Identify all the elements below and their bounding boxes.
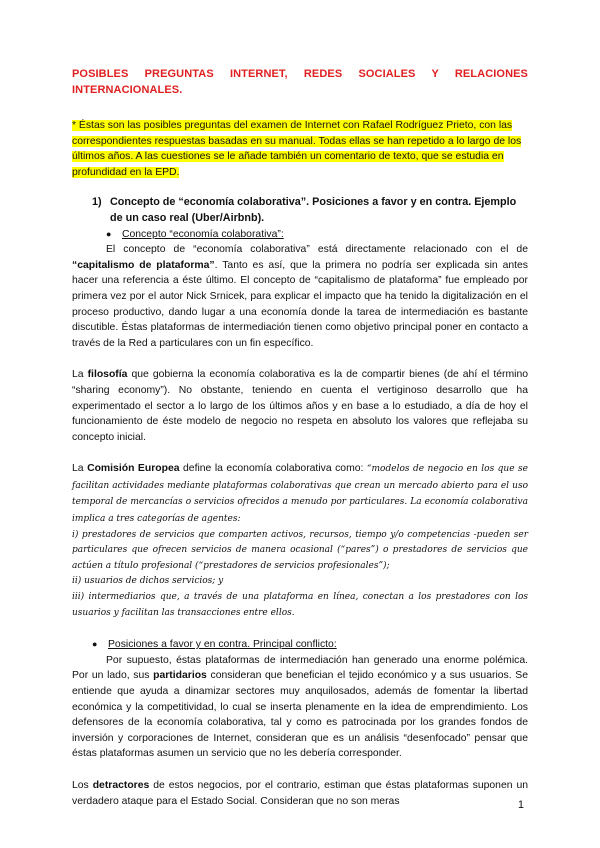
concept-p2-text-b: que gobierna la economía colaborativa es la de compartir bienes (de ahí el término “sharing economy”). No obstante, teniendo en cuenta el vertiginoso desarrollo que ha experimentado el sector a lo largo de los últimos años y en base a lo estudiado, a día de hoy el funcionamiento de éste modelo de negocio no respeta en absoluto los valores que reflejaba su concepto inicial.: [72, 369, 528, 443]
positions-heading-text: Posiciones a favor y en contra. Principal conflicto:: [108, 639, 337, 651]
concept-p1-text-b: . Tanto es así, que la primera no podría ser explicada sin antes hacer una referencia a éste último. El concepto de “capitalismo de plataforma” fue empleado por primera vez por el autor Nick Srnicek, para explicar el impacto que ha tenido la digitalización en el proceso productivo, dando lugar a una economía donde la tarea de intermediación es bastante discutible. Éstas plataformas de intermediación tienen como objetivo principal poner en contacto a través de la Red a particulares con un fin específico.: [72, 259, 528, 349]
document-page: [72, 66, 528, 809]
intro-note: [72, 118, 528, 180]
positions-paragraph-1: [72, 653, 528, 762]
positions-p1-bold: partidarios: [153, 670, 207, 682]
concept-p3-text-b: define la economía colaborativa como:: [179, 463, 367, 475]
concept-p3-item-iii: iii) intermediarios que, a través de una plataforma en línea, conectan a los prestadores con los usuarios y facilitan las transacciones entre ellos.: [72, 592, 528, 618]
concept-p3-item-ii: ii) usuarios de dichos servicios; y: [72, 576, 224, 587]
question-text: Concepto de “economía colaborativa”. Posiciones a favor y en contra. Ejemplo de un caso real (Uber/Airbnb).: [110, 196, 517, 224]
concept-paragraph-2: [72, 367, 528, 445]
bullet-icon: ●: [92, 639, 98, 650]
positions-p2-text-a: Los: [72, 779, 93, 791]
concept-p3-item-i: i) prestadores de servicios que comparten activos, recursos, tiempo y/o competencias -pueden ser particulares que ofrecen servicios de manera ocasional (“pares”) o prestadores de servicios que actúen a título profesional (“prestadores de servicios profesionales”);: [72, 529, 528, 571]
concept-heading-text: Concepto “economía colaborativa”:: [122, 228, 284, 240]
page-number: 1: [517, 799, 524, 811]
bullet-icon: ●: [106, 228, 112, 239]
concept-p2-text-a: La: [72, 369, 88, 381]
concept-section: [106, 227, 528, 243]
concept-p2-bold: filosofía: [87, 369, 128, 381]
positions-p1-text-b: consideran que benefician el tejido económico y a sus usuarios. Se entiende que ayuda a dinamizar sectores muy anquilosados, además de fomentar la libertad económica y la competitividad, lo cual se inserta plenamente en la idea de emprendimiento. Los defensores de la economía colaborativa, tal y como es patrocinada por los grandes fondos de inversión y corporaciones de Internet, consideran que es un análisis “desenfocado” pensar que éstas plataformas asumen un servicio que no les debería corresponder.: [72, 670, 528, 760]
question-heading: [92, 195, 528, 226]
concept-p1-text-a: El concepto de “economía colaborativa” está directamente relacionado con el de: [106, 244, 528, 256]
question-number: 1): [92, 196, 102, 209]
positions-heading: [92, 637, 528, 653]
concept-p3-text-a: La: [72, 463, 88, 475]
concept-p3-quote: “modelos de negocio en los que se facilitan actividades mediante plataformas colaborativas que crean un mercado abierto para el uso temporal de mercancías o servicios ofrecidos a menudo por particulares. La economía colaborativa implica a tres categorías de agentes:: [72, 464, 528, 525]
concept-paragraph-1: [72, 242, 528, 351]
positions-p1-text-a: Por supuesto, éstas plataformas de intermediación han generado una enorme polémica. Por un lado, sus: [72, 654, 528, 682]
positions-p2-text-b: de estos negocios, por el contrario, estiman que éstas plataformas suponen un verdadero ataque para el Estado Social. Consideran que no son meras: [72, 779, 529, 807]
positions-paragraph-2: [72, 778, 528, 809]
intro-note-text: * Éstas son las posibles preguntas del examen de Internet con Rafael Rodríguez Prieto, con las correspondientes respuestas basadas en su manual. Todas ellas se han repetido a lo largo de los últimos años. A las cuestiones se le añade también un comentario de texto, que se estudia en profundidad en la EPD.: [72, 120, 522, 178]
concept-p3-bold: Comisión Europea: [87, 463, 180, 475]
concept-p1-bold: “capitalismo de plataforma”: [72, 259, 215, 271]
concept-paragraph-3: [72, 461, 528, 527]
document-title: POSIBLES PREGUNTAS INTERNET, REDES SOCIALES Y RELACIONES INTERNACIONALES.: [72, 68, 528, 96]
concept-heading: [106, 227, 528, 243]
positions-p2-bold: detractores: [92, 779, 150, 791]
